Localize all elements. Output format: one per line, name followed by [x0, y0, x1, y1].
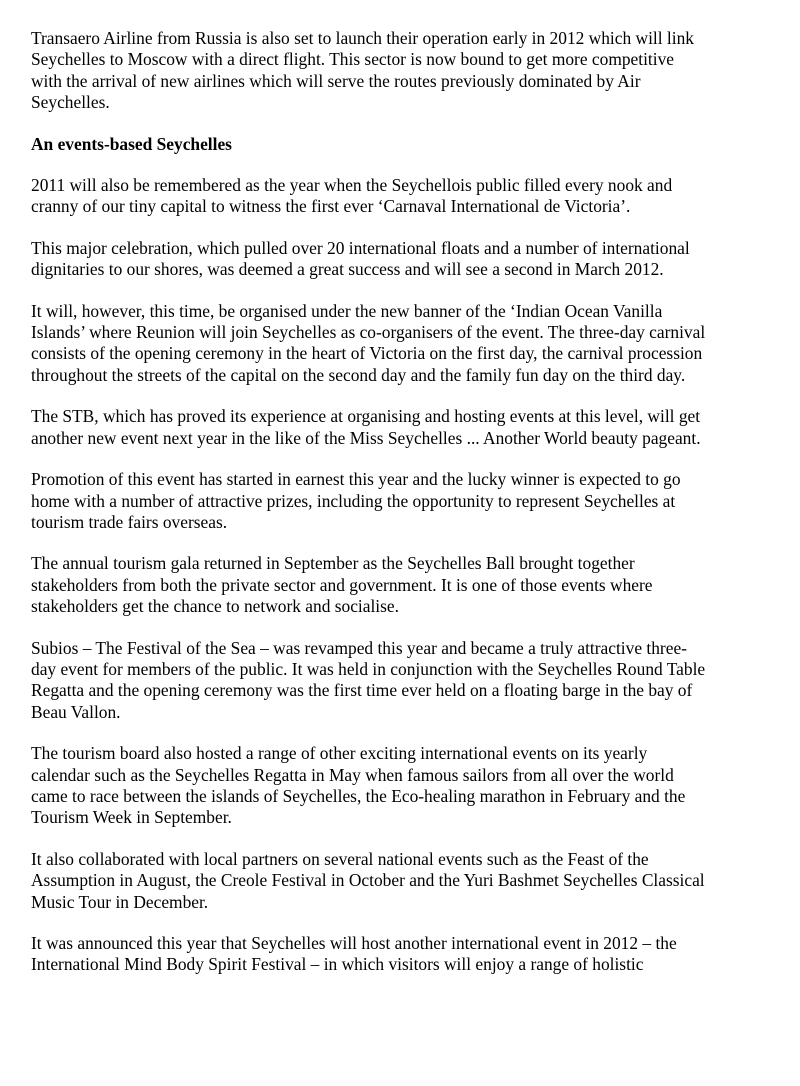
paragraph-national-events: It also collaborated with local partners on several national events such as the Feast of the Assumption in August, the Creole Festival in October and the Yuri Bashmet Seychelles Classical Music Tour in December. [31, 848, 705, 912]
paragraph-international-events: The tourism board also hosted a range of other exciting international events on its yearly calendar such as the Seychelles Regatta in May when famous sailors from all over the world came to race between the islands of Seychelles, the Eco-healing marathon in February and the Tourism Week in September. [31, 743, 686, 828]
paragraph-celebration: This major celebration, which pulled over 20 international floats and a number of international dignitaries to our shores, was deemed a great success and will see a second in March 2012. [31, 237, 690, 280]
paragraph-carnaval: 2011 will also be remembered as the year when the Seychellois public filled every nook and cranny of our tiny capital to witness the first ever ‘Carnaval International de Victoria’. [31, 175, 673, 217]
paragraph-stb-events: The STB, which has proved its experience at organising and hosting events at this level, will get another new event next year in the like of the Miss Seychelles ... Another World beauty pageant. [31, 406, 701, 448]
paragraph-mind-body-spirit: It was announced this year that Seychelles will host another international event in 2012 – the International Mind Body Spirit Festival – in which visitors will enjoy a range of holistic [31, 933, 677, 975]
paragraph-promotion: Promotion of this event has started in earnest this year and the lucky winner is expected to go home with a number of attractive prizes, including the opportunity to represent Seychelles at tourism trade fairs overseas. [31, 469, 681, 532]
section-heading: An events-based Seychelles [31, 133, 232, 154]
paragraph-transaero: Transaero Airline from Russia is also set to launch their operation early in 2012 which will link Seychelles to Moscow with a direct flight. This sector is now bound to get more competitive with the arrival of new airlines which will serve the routes previously dominated by Air Seychelles. [31, 28, 694, 113]
paragraph-tourism-gala: The annual tourism gala returned in September as the Seychelles Ball brought together stakeholders from both the private sector and government. It is one of those events where stakeholders get the chance to network and socialise. [31, 553, 653, 617]
paragraph-vanilla-islands: It will, however, this time, be organised under the new banner of the ‘Indian Ocean Vanilla Islands’ where Reunion will join Seychelles as co-organisers of the event. The three-day carnival consists of the opening ceremony in the heart of Victoria on the first day, the carnival procession throughout the streets of the capital on the second day and the family fun day on the third day. [31, 300, 706, 385]
paragraph-subios: Subios – The Festival of the Sea – was revamped this year and became a truly attractive three- day event for members of the public. It was held in conjunction with the Seychelles Round Table Regatta and the opening ceremony was the first time ever held on a floating barge in the bay of Beau Vallon. [31, 637, 706, 722]
